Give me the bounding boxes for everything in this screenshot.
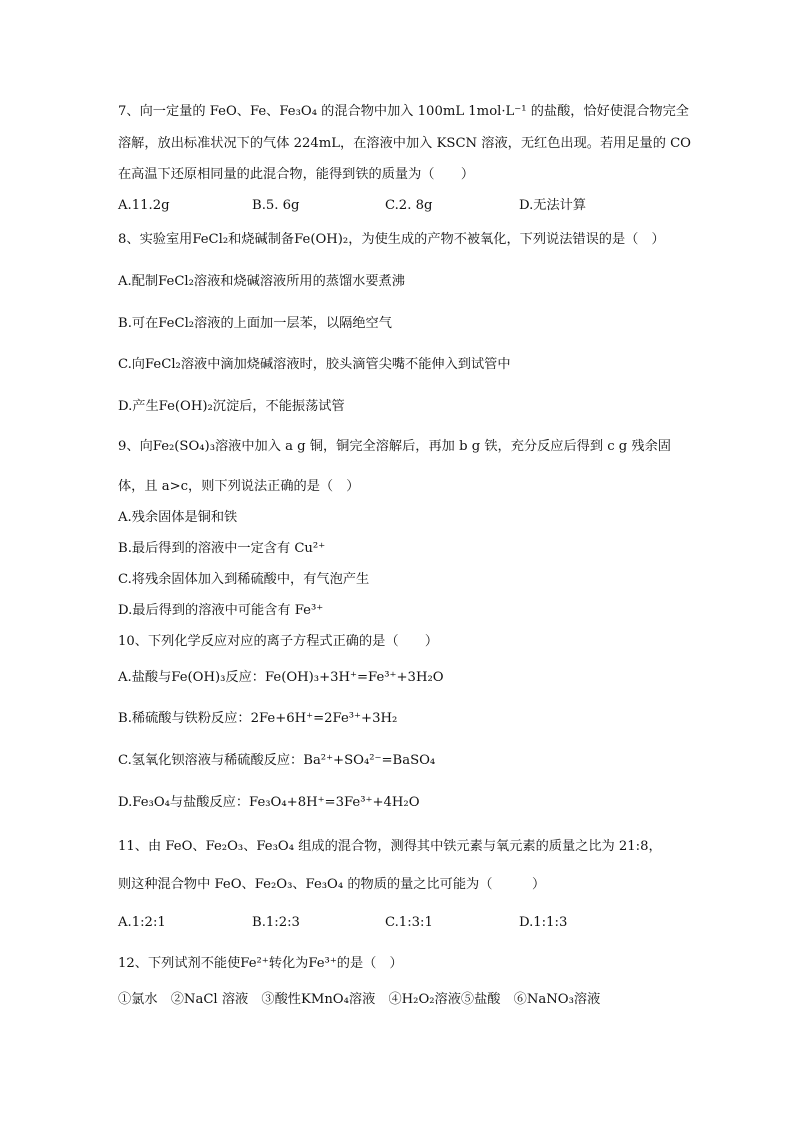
q7-option-d: D.无法计算: [519, 198, 587, 213]
q9-option-b: B.最后得到的溶液中一定含有 Cu²⁺: [118, 541, 326, 556]
q8-option-d: D.产生Fe(OH)₂沉淀后，不能振荡试管: [118, 399, 345, 414]
q9-stem-line-2: 体，且 a>c，则下列说法正确的是（ ）: [118, 479, 360, 494]
q7-option-a: A.11.2g: [118, 198, 170, 213]
q10-stem: 10、下列化学反应对应的离子方程式正确的是（ ）: [118, 634, 439, 649]
q10-option-a: A.盐酸与Fe(OH)₃反应：Fe(OH)₃+3H⁺=Fe³⁺+3H₂O: [118, 670, 444, 685]
q11-option-a: A.1:2:1: [118, 915, 166, 930]
q9-option-c: C.将残余固体加入到稀硫酸中，有气泡产生: [118, 572, 370, 587]
q7-option-b: B.5. 6g: [252, 198, 300, 213]
q11-option-c: C.1:3:1: [385, 915, 433, 930]
q8-option-b: B.可在FeCl₂溶液的上面加一层苯，以隔绝空气: [118, 316, 392, 331]
q10-option-d: D.Fe₃O₄与盐酸反应：Fe₃O₄+8H⁺=3Fe³⁺+4H₂O: [118, 795, 420, 810]
q7-stem-line-2: 溶解，放出标准状况下的气体 224mL，在溶液中加入 KSCN 溶液，无红色出现。若用足量的 CO: [118, 136, 691, 151]
q11-stem-line-2: 则这种混合物中 FeO、Fe₂O₃、Fe₃O₄ 的物质的量之比可能为（ ）: [118, 877, 546, 892]
q7-stem-line-1: 7、向一定量的 FeO、Fe、Fe₃O₄ 的混合物中加入 100mL 1mol·L⁻¹ 的盐酸，恰好使混合物完全: [118, 104, 689, 119]
q12-reagent-list: ①氯水 ②NaCl 溶液 ③酸性KMnO₄溶液 ④H₂O₂溶液⑤盐酸 ⑥NaNO₃溶液: [118, 992, 601, 1007]
q7-stem-line-3: 在高温下还原相同量的此混合物，能得到铁的质量为（ ）: [118, 167, 475, 182]
q11-option-d: D.1:1:3: [519, 915, 568, 930]
q10-option-b: B.稀硫酸与铁粉反应：2Fe+6H⁺=2Fe³⁺+3H₂: [118, 711, 398, 726]
q7-option-c: C.2. 8g: [385, 198, 433, 213]
q9-stem-line-1: 9、向Fe₂(SO₄)₃溶液中加入 a g 铜，铜完全溶解后，再加 b g 铁，充分反应后得到 c g 残余固: [118, 439, 671, 454]
q8-option-a: A.配制FeCl₂溶液和烧碱溶液所用的蒸馏水要煮沸: [118, 274, 405, 289]
q10-option-c: C.氢氧化钡溶液与稀硫酸反应：Ba²⁺+SO₄²⁻=BaSO₄: [118, 753, 436, 768]
q8-stem: 8、实验室用FeCl₂和烧碱制备Fe(OH)₂，为使生成的产物不被氧化，下列说法错误的是（ ）: [118, 232, 665, 247]
q8-option-c: C.向FeCl₂溶液中滴加烧碱溶液时，胶头滴管尖嘴不能伸入到试管中: [118, 357, 511, 372]
q11-option-b: B.1:2:3: [252, 915, 300, 930]
q9-option-d: D.最后得到的溶液中可能含有 Fe³⁺: [118, 603, 324, 618]
q12-stem: 12、下列试剂不能使Fe²⁺转化为Fe³⁺的是（ ）: [118, 956, 403, 971]
q9-option-a: A.残余固体是铜和铁: [118, 510, 238, 525]
q11-stem-line-1: 11、由 FeO、Fe₂O₃、Fe₃O₄ 组成的混合物，测得其中铁元素与氧元素的质量之比为 21:8，: [118, 839, 662, 854]
